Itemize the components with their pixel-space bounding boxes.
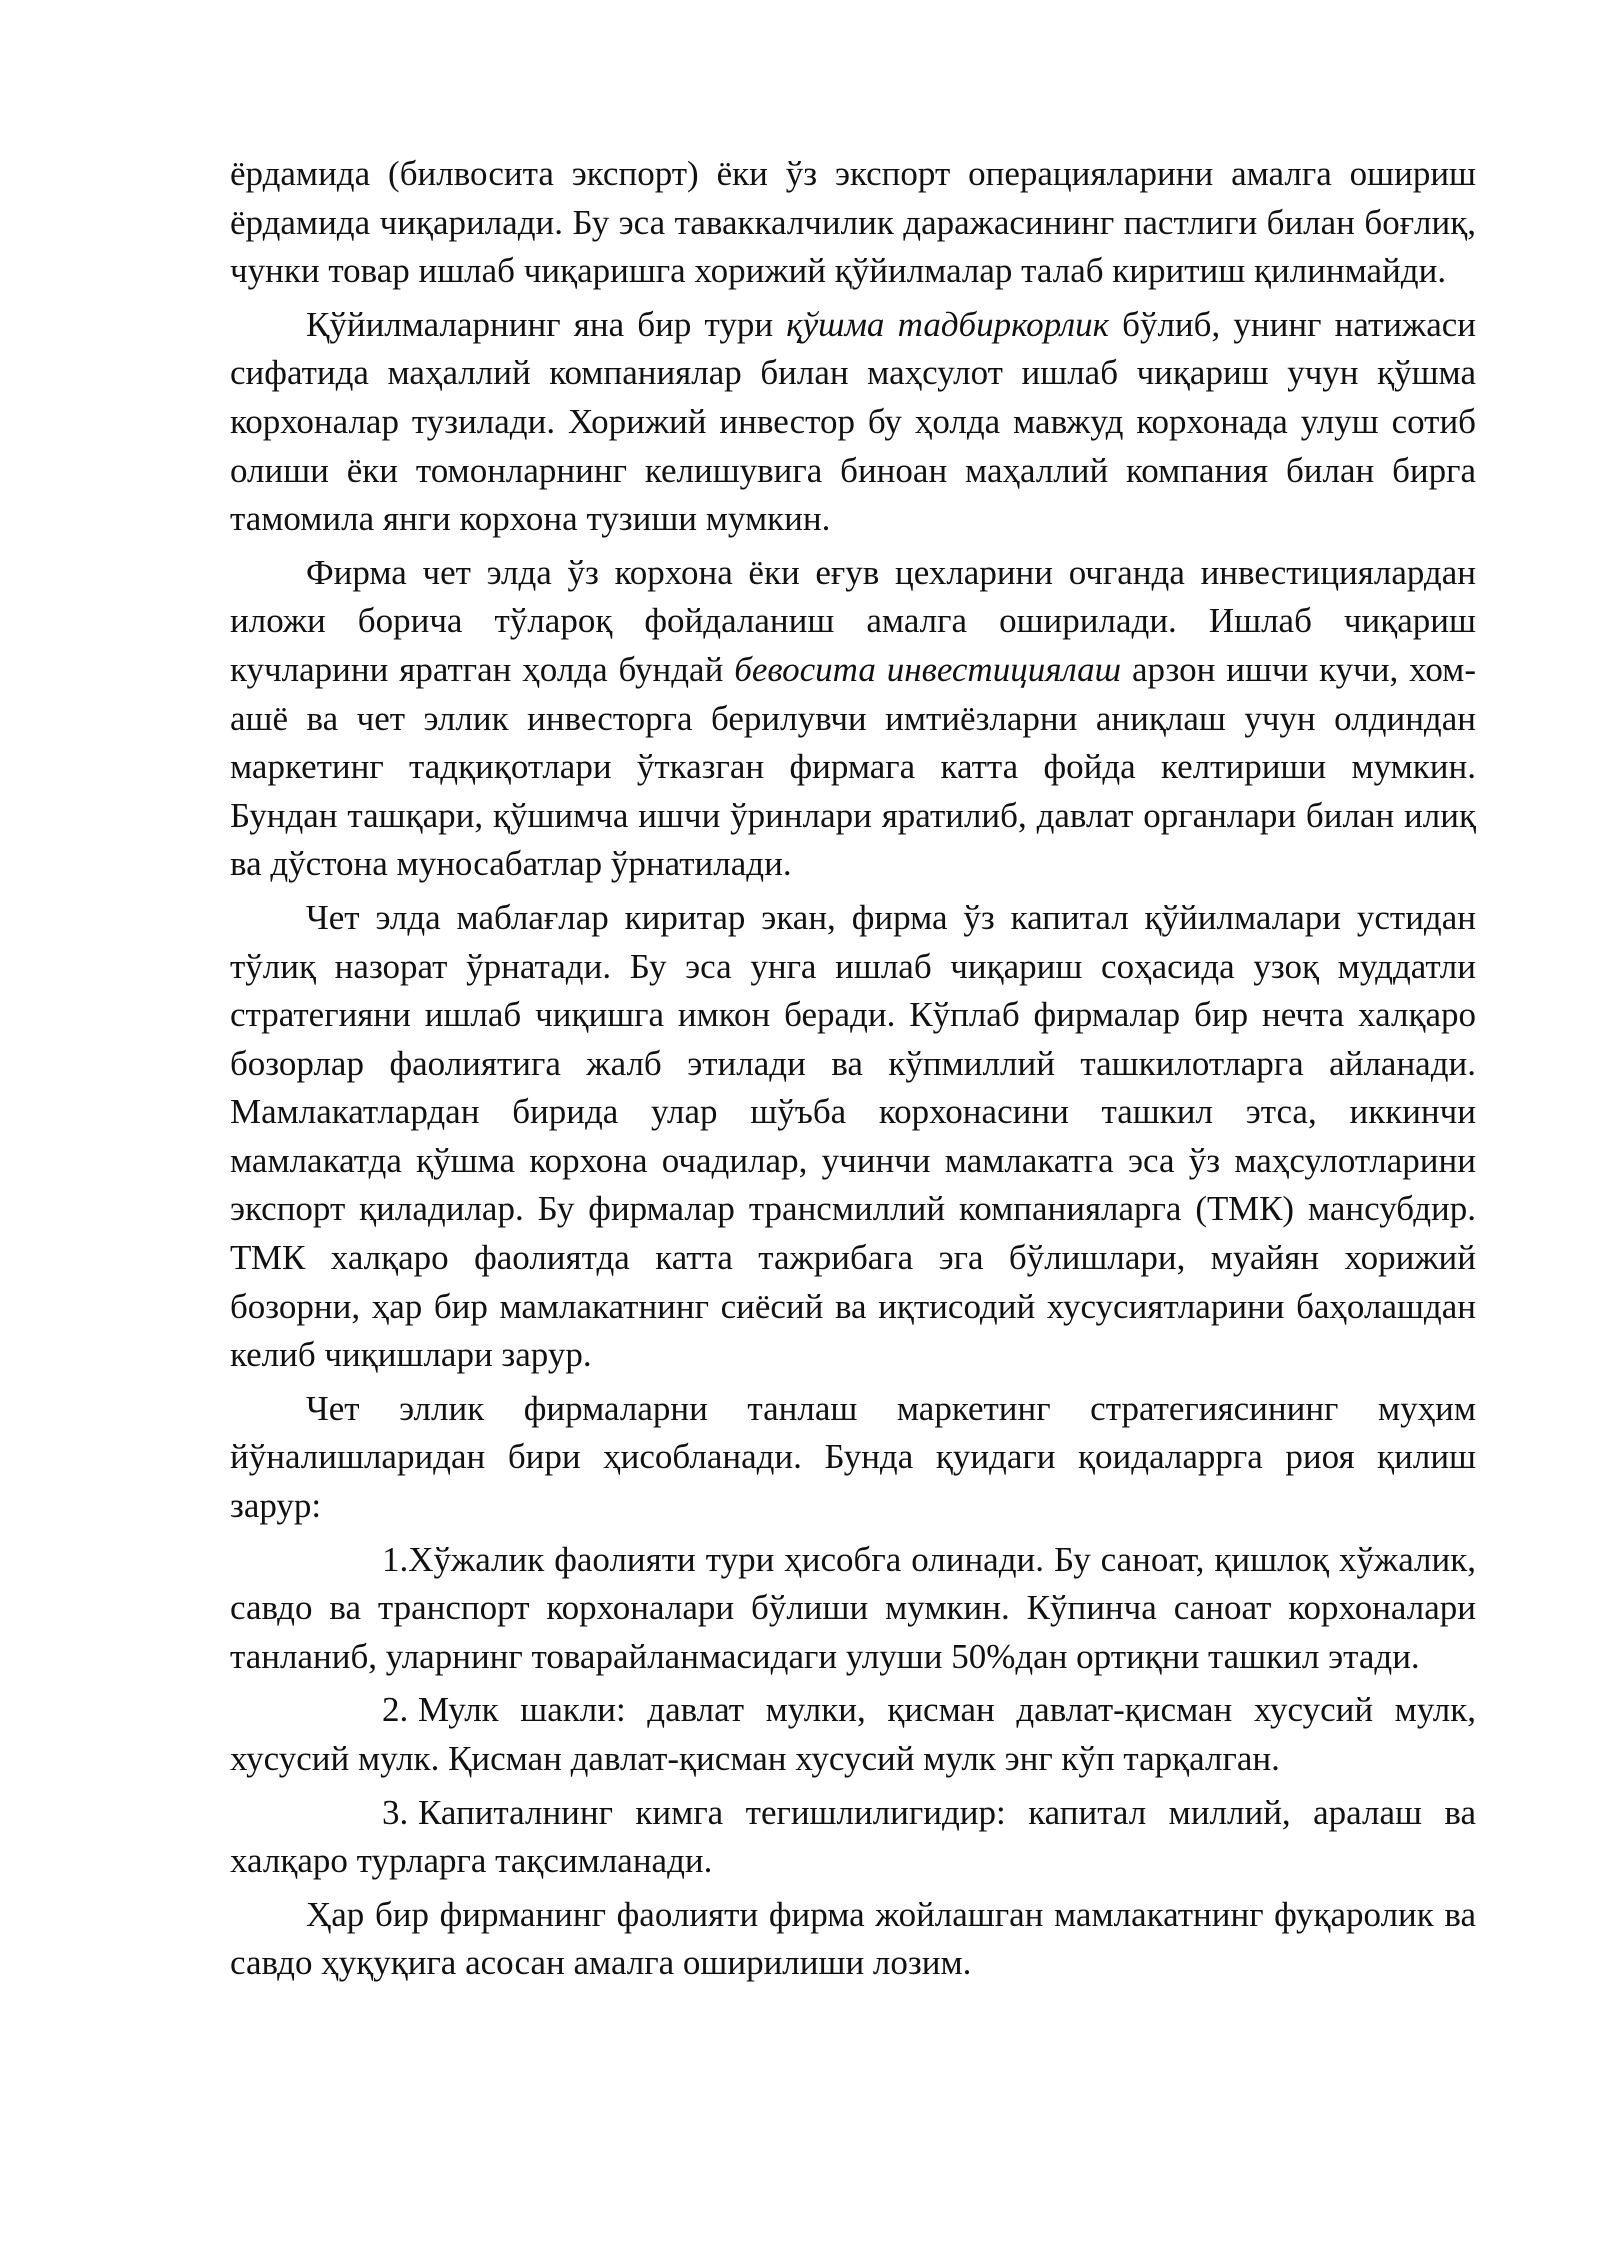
paragraph-3-emphasis: бевосита инвестициялаш	[734, 649, 1122, 689]
list-item-1-number: 1.	[382, 1539, 409, 1579]
list-item-3-text: Капиталнинг кимга тегишлилигидир: капитал миллий, аралаш ва халқаро турларга тақсимланади.	[230, 1792, 1476, 1881]
list-item-3	[230, 1789, 1476, 1886]
paragraph-2-text-a: Қўйилмаларнинг яна бир тури	[306, 304, 787, 344]
list-item-1	[230, 1536, 1476, 1682]
paragraph-4-text: Чет элда маблағлар киритар экан, фирма ўз капитал қўйилмалари устидан тўлиқ назорат ўрнатади. Бу эса унга ишлаб чиқариш соҳасида узоқ муддатли стратегияни ишлаб чиқишга имкон беради. Кўплаб фирмалар бир нечта халқаро бозорлар фаолиятига жалб этилади ва кўпмиллий ташкилотларга айланади. Мамлакатлардан бирида улар шўъба корхонасини ташкил этса, иккинчи мамлакатда қўшма корхона очадилар, учинчи мамлакатга эса ўз маҳсулотларини экспорт қиладилар. Бу фирмалар трансмиллий компанияларга (ТМК) мансубдир. ТМК халқаро фаолиятда катта тажрибага эга бўлишлари, муайян хорижий бозорни, ҳар бир мамлакатнинг сиёсий ва иқтисодий хусусиятларини баҳолашдан келиб чиқишлари зарур.	[230, 897, 1476, 1375]
list-item-3-number: 3.	[382, 1792, 409, 1832]
paragraph-2-text-b: бўлиб, унинг натижаси сифатида маҳаллий компаниялар билан маҳсулот ишлаб чиқариш учун қўшма корхоналар тузилади. Хорижий инвестор бу ҳолда мавжуд корхонада улуш сотиб олиши ёки томонларнинг келишувига биноан маҳаллий компания билан бирга тамомила янги корхона тузиши мумкин.	[230, 304, 1476, 539]
closing-paragraph	[230, 1891, 1476, 1988]
paragraph-1-text: ёрдамида (билвосита экспорт) ёки ўз экспорт операцияларини амалга ошириш ёрдамида чиқарилади. Бу эса таваккалчилик даражасининг пастлиги билан боғлиқ, чунки товар ишлаб чиқаришга хорижий қўйилмалар талаб киритиш қилинмайди.	[230, 154, 1476, 291]
closing-paragraph-text: Ҳар бир фирманинг фаолияти фирма жойлашган мамлакатнинг фуқаролик ва савдо ҳуқуқига асосан амалга оширилиши лозим.	[230, 1894, 1476, 1983]
paragraph-1	[230, 150, 1476, 296]
document-page	[230, 150, 1476, 1993]
list-item-2	[230, 1686, 1476, 1783]
paragraph-4	[230, 894, 1476, 1380]
list-item-2-text: Мулк шакли: давлат мулки, қисман давлат-қисман хусусий мулк, хусусий мулк. Қисман давлат-қисман хусусий мулк энг кўп тарқалган.	[230, 1690, 1476, 1778]
paragraph-2	[230, 301, 1476, 544]
list-item-2-number: 2.	[382, 1690, 409, 1730]
paragraph-5	[230, 1385, 1476, 1531]
paragraph-2-emphasis: қўшма тадбиркорлик	[786, 304, 1109, 344]
paragraph-5-text: Чет эллик фирмаларни танлаш маркетинг стратегиясининг муҳим йўналишларидан бири ҳисобланади. Бунда қуидаги қоидаларрга риоя қилиш зарур:	[230, 1388, 1476, 1526]
paragraph-3-text-b: арзон ишчи кучи, хом-ашё ва чет эллик инвесторга берилувчи имтиёзларни аниқлаш учун олдиндан маркетинг тадқиқотлари ўтказган фирмага катта фойда келтириши мумкин. Бундан ташқари, қўшимча ишчи ўринлари яратилиб, давлат органлари билан илиқ ва дўстона муносабатлар ўрнатилади.	[230, 649, 1476, 884]
paragraph-3-text-a: Фирма чет элда ўз корхона ёки еғув цехларини очганда инвестициялардан иложи борича тўлароқ фойдаланиш амалга оширилади. Ишлаб чиқариш кучларини яратган ҳолда бундай	[230, 552, 1476, 689]
paragraph-3	[230, 549, 1476, 889]
list-item-1-text: Хўжалик фаолияти тури ҳисобга олинади. Бу саноат, қишлоқ хўжалик, савдо ва транспорт корхоналари бўлиши мумкин. Кўпинча саноат корхоналари танланиб, уларнинг товарайланмасидаги улуши 50%дан ортиқни ташкил этади.	[230, 1539, 1476, 1676]
